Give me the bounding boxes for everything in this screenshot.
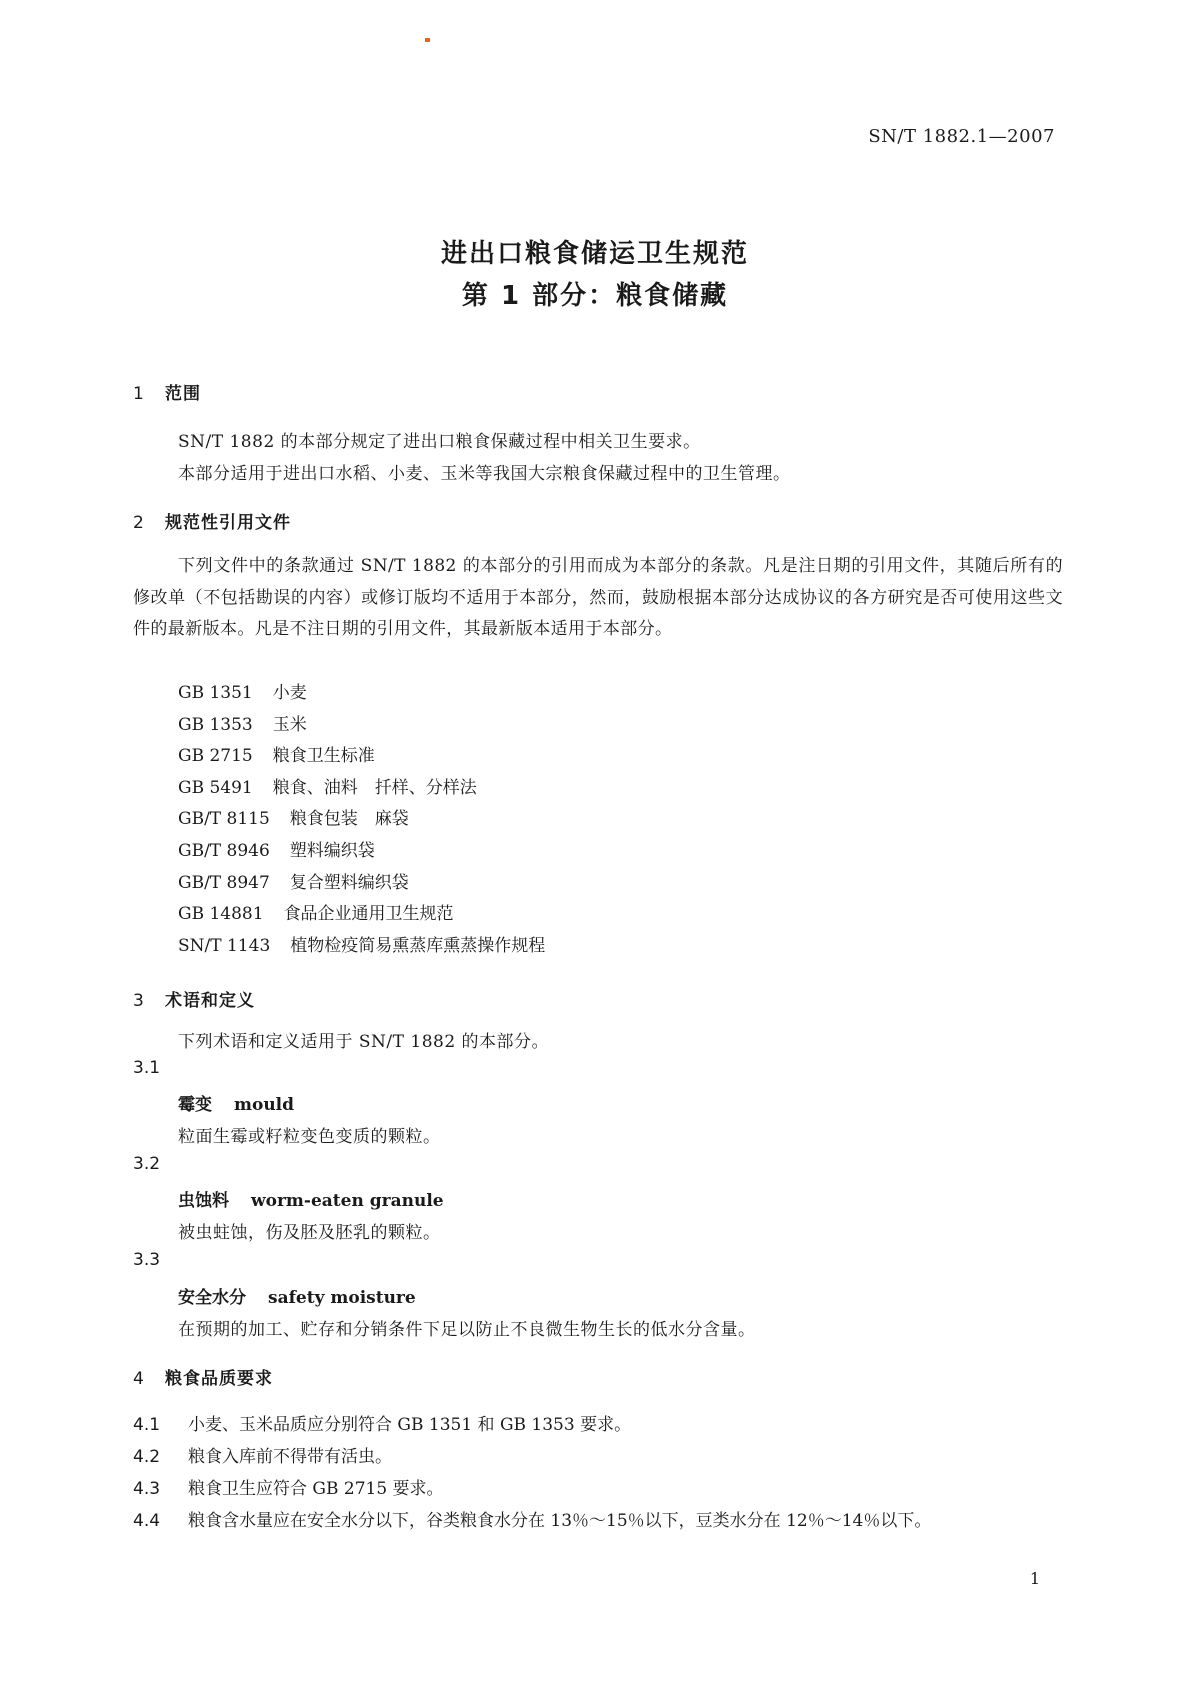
document-subtitle: 第 1 部分：粮食储藏: [461, 281, 729, 311]
reference-title: 塑料编织袋: [289, 840, 375, 861]
reference-item: [178, 678, 545, 710]
requirement-item: [133, 1506, 931, 1531]
term-en: worm-eaten granule: [251, 1191, 444, 1211]
reference-item: [178, 773, 545, 805]
term-definition: 粒面生霉或籽粒变色变质的颗粒。: [178, 1127, 441, 1147]
color-mark: [425, 38, 430, 42]
section-title: 术语和定义: [165, 991, 255, 1011]
section-2-heading: [133, 508, 291, 533]
requirement-text: 粮食含水量应在安全水分以下，谷类粮食水分在 13％～15％以下，豆类水分在 12％～14％以下。: [188, 1511, 932, 1531]
reference-code: GB/T 8115: [178, 809, 270, 830]
reference-title: 植物检疫简易熏蒸库熏蒸操作规程: [290, 935, 546, 956]
reference-code: GB 1351: [178, 683, 253, 703]
term-cn: 虫蚀料: [178, 1191, 229, 1211]
section-number: 1: [133, 384, 145, 404]
term-definition: 在预期的加工、贮存和分销条件下足以防止不良微生物生长的低水分含量。: [178, 1320, 756, 1340]
reference-item: [178, 710, 545, 742]
section-number: 2: [133, 513, 145, 533]
term-heading: [178, 1283, 416, 1308]
requirement-number: 4.4: [133, 1511, 161, 1531]
requirement-item: [133, 1474, 444, 1499]
reference-item: [178, 836, 545, 868]
reference-item: [178, 931, 545, 963]
requirement-number: 4.2: [133, 1447, 161, 1467]
reference-code: GB/T 8947: [178, 872, 270, 893]
requirement-item: [133, 1410, 631, 1435]
term-definition: 被虫蛀蚀，伤及胚及胚乳的颗粒。: [178, 1223, 441, 1243]
requirement-text: 粮食卫生应符合 GB 2715 要求。: [188, 1479, 444, 1499]
document-title: 进出口粮食储运卫生规范: [440, 239, 749, 269]
reference-title: 粮食包装 麻袋: [289, 809, 409, 830]
term-heading: [178, 1186, 444, 1211]
paragraph: 下列文件中的条款通过 SN/T 1882 的本部分的引用而成为本部分的条款。凡是注日期的引用文件，其随后所有的修改单（不包括勘误的内容）或修订版均不适用于本部分，然而，鼓励根据本部分达成协议的各方研究是否可使用这些文件的最新版本。凡是不注日期的引用文件，其最新版本适用于本部分。: [133, 556, 1063, 639]
reference-code: SN/T 1143: [178, 935, 271, 956]
clause-number: 3.2: [133, 1154, 161, 1174]
paragraph: 下列术语和定义适用于 SN/T 1882 的本部分。: [178, 1032, 550, 1052]
section-1-heading: [133, 379, 201, 404]
clause-number: 3.3: [133, 1250, 161, 1270]
requirement-number: 4.3: [133, 1479, 161, 1499]
reference-title: 复合塑料编织袋: [289, 872, 409, 893]
reference-title: 食品企业通用卫生规范: [283, 904, 454, 925]
reference-item: [178, 868, 545, 900]
term-en: safety moisture: [268, 1288, 416, 1308]
reference-item: [178, 804, 545, 836]
section-title: 规范性引用文件: [165, 513, 291, 533]
reference-code: GB 5491: [178, 777, 253, 798]
page-number: 1: [1029, 1569, 1040, 1588]
clause-number: 3.1: [133, 1058, 161, 1078]
requirement-item: [133, 1442, 392, 1467]
standard-code: SN/T 1882.1—2007: [868, 126, 1055, 147]
term-cn: 安全水分: [178, 1288, 246, 1308]
reference-code: GB/T 8946: [178, 840, 270, 861]
requirement-text: 小麦、玉米品质应分别符合 GB 1351 和 GB 1353 要求。: [188, 1415, 632, 1435]
paragraph: 本部分适用于进出口水稻、小麦、玉米等我国大宗粮食保藏过程中的卫生管理。: [178, 464, 791, 484]
requirement-text: 粮食入库前不得带有活虫。: [188, 1447, 392, 1467]
section-4-heading: [133, 1364, 273, 1389]
term-en: mould: [234, 1095, 295, 1115]
reference-list: [178, 678, 545, 962]
reference-title: 粮食、油料 扦样、分样法: [272, 777, 477, 798]
requirement-number: 4.1: [133, 1415, 161, 1435]
section-3-heading: [133, 986, 255, 1011]
section-number: 4: [133, 1369, 145, 1389]
term-heading: [178, 1090, 294, 1115]
term-cn: 霉变: [178, 1095, 212, 1115]
reference-title: 小麦: [272, 683, 307, 703]
reference-item: [178, 899, 545, 931]
paragraph: SN/T 1882 的本部分规定了进出口粮食保藏过程中相关卫生要求。: [178, 432, 701, 452]
section-title: 粮食品质要求: [165, 1369, 273, 1389]
reference-code: GB 1353: [178, 714, 253, 735]
reference-title: 粮食卫生标准: [272, 746, 375, 767]
reference-code: GB 14881: [178, 904, 264, 925]
reference-title: 玉米: [272, 714, 307, 735]
section-title: 范围: [165, 384, 201, 404]
reference-item: [178, 741, 545, 773]
section-number: 3: [133, 991, 145, 1011]
reference-code: GB 2715: [178, 746, 253, 767]
